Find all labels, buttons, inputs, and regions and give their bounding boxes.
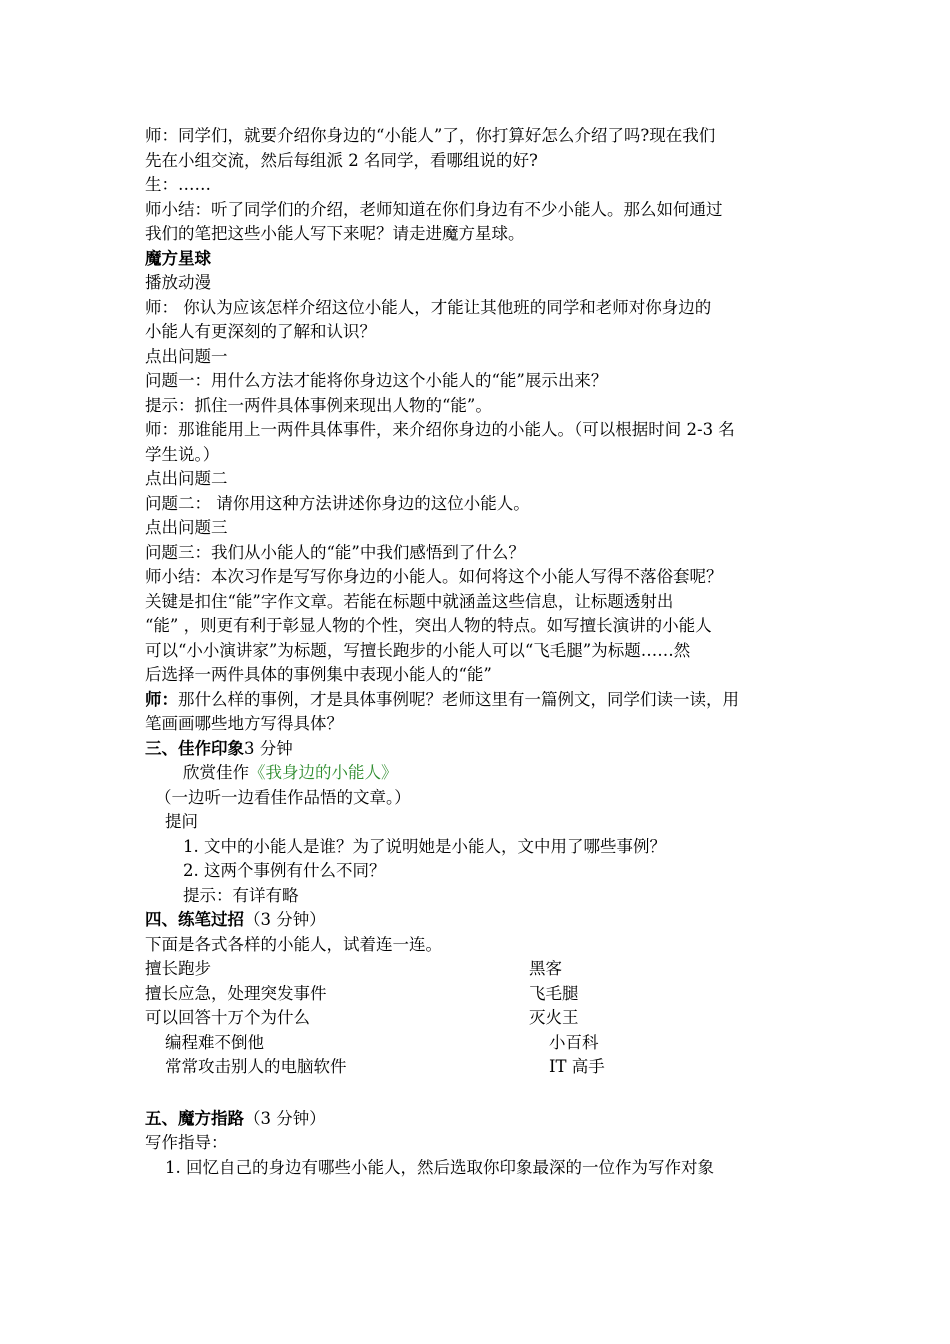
essay-title-link[interactable]: 《我身边的小能人》	[249, 763, 398, 782]
match-row	[145, 982, 810, 1007]
match-row	[145, 1031, 810, 1056]
question-item: 2. 这两个事例有什么不同？	[183, 861, 386, 880]
text-line: 播放动漫	[145, 273, 211, 292]
section-time: 3 分钟	[244, 738, 293, 758]
text-line: 师：同学们，就要介绍你身边的“小能人”了，你打算好怎么介绍了吗?现在我们	[145, 126, 716, 145]
text-line	[145, 688, 810, 713]
text-line: 点出问题一	[145, 346, 228, 366]
text-line: 写作指导：	[145, 1133, 228, 1152]
text-line: 可以“小小演讲家”为标题，写擅长跑步的小能人可以“飞毛腿”为标题……然	[145, 640, 691, 660]
appreciate-line	[145, 761, 810, 786]
text-line: 先在小组交流，然后每组派 2 名同学，看哪组说的好?	[145, 150, 538, 170]
section-heading: 魔方星球	[145, 248, 211, 268]
section-5-heading	[145, 1107, 810, 1132]
match-right: 小百科	[549, 1032, 599, 1052]
text-line: 后选择一两件具体的事例集中表现小能人的“能”	[145, 665, 492, 684]
text-line: 关键是扣住“能”字作文章。若能在标题中就涵盖这些信息，让标题透射出	[145, 591, 674, 611]
text-line: 笔画画哪些地方写得具体？	[145, 714, 343, 733]
text-line: 点出问题二	[145, 469, 228, 488]
text-line: 点出问题三	[145, 518, 228, 537]
text-line: 生：……	[145, 175, 211, 194]
match-right: 灭火王	[529, 1008, 579, 1027]
match-left: 编程难不倒他	[165, 1032, 264, 1052]
text-line: 我们的笔把这些小能人写下来呢？请走进魔方星球。	[145, 224, 525, 243]
text-line: 问题二： 请你用这种方法讲述你身边的这位小能人。	[145, 493, 530, 513]
guide-item: 1. 回忆自己的身边有哪些小能人，然后选取你印象最深的一位作为写作对象	[165, 1157, 714, 1177]
match-right: IT 高手	[549, 1057, 605, 1076]
text-line: 问题三：我们从小能人的“能”中我们感悟到了什么？	[145, 542, 525, 562]
text-line: 小能人有更深刻的了解和认识？	[145, 322, 376, 341]
hint-line: 提示：有详有略	[183, 885, 299, 905]
section-title: 三、佳作印象	[145, 738, 244, 758]
match-left: 常常攻击别人的电脑软件	[165, 1057, 347, 1076]
section-title: 五、魔方指路	[145, 1108, 244, 1128]
match-row	[145, 1055, 810, 1080]
match-right: 飞毛腿	[529, 983, 579, 1003]
text-line: 师：那谁能用上一两件具体事件，来介绍你身边的小能人。（可以根据时间 2-3 名	[145, 420, 735, 439]
text-line: 师小结：本次习作是写写你身边的小能人。如何将这个小能人写得不落俗套呢？	[145, 567, 723, 586]
text-line: 提问	[165, 812, 198, 831]
match-row	[145, 957, 810, 982]
teacher-question: 那什么样的事例，才是具体事例呢？老师这里有一篇例文，同学们读一读，用	[178, 689, 739, 709]
text-line: “能” ，则更有利于彰显人物的个性，突出人物的特点。如写擅长演讲的小能人	[145, 616, 712, 635]
spacer	[145, 1080, 810, 1107]
match-left: 可以回答十万个为什么	[145, 1008, 310, 1027]
text-line: （一边听一边看佳作品悟的文章。）	[155, 787, 411, 807]
question-item: 1. 文中的小能人是谁？为了说明她是小能人，文中用了哪些事例？	[183, 836, 666, 856]
text-line: 提示：抓住一两件具体事例来现出人物的“能”。	[145, 395, 492, 415]
section-title: 四、练笔过招	[145, 910, 244, 929]
text-line: 下面是各式各样的小能人，试着连一连。	[145, 934, 442, 954]
section-time: （3 分钟）	[244, 1108, 326, 1128]
section-3-heading	[145, 737, 810, 762]
match-right: 黑客	[529, 959, 562, 978]
text-line: 问题一：用什么方法才能将你身边这个小能人的“能”展示出来？	[145, 371, 608, 390]
text-line: 学生说。）	[145, 444, 220, 464]
teacher-label: 师：	[145, 689, 178, 709]
section-4-heading	[145, 908, 810, 933]
document-page	[145, 124, 810, 1180]
appreciate-prefix: 欣赏佳作	[183, 763, 249, 782]
text-line: 师： 你认为应该怎样介绍这位小能人，才能让其他班的同学和老师对你身边的	[145, 297, 712, 317]
match-left: 擅长应急，处理突发事件	[145, 983, 327, 1003]
text-line: 师小结：听了同学们的介绍，老师知道在你们身边有不少小能人。那么如何通过	[145, 199, 723, 219]
match-row	[145, 1006, 810, 1031]
section-time: （3 分钟）	[244, 910, 326, 929]
match-left: 擅长跑步	[145, 959, 211, 978]
